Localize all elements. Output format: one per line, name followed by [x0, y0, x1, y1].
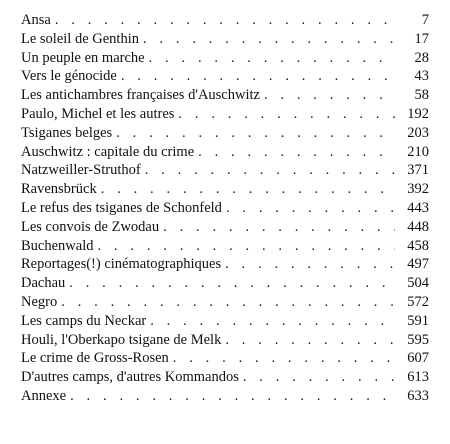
toc-entry	[21, 349, 429, 368]
entry-title: Annexe	[21, 387, 67, 404]
toc-entry	[21, 218, 429, 237]
toc-entry	[21, 49, 429, 68]
entry-title: Les camps du Neckar	[21, 312, 147, 329]
toc-entry	[21, 105, 429, 124]
entry-title: Auschwitz : capitale du crime	[21, 143, 195, 160]
entry-title: Le soleil de Genthin	[21, 30, 139, 47]
entry-title: Un peuple en marche	[21, 49, 145, 66]
dot-leader	[145, 161, 395, 180]
entry-title: Negro	[21, 293, 58, 310]
page-number: 458	[407, 237, 429, 254]
entry-title: Natzweiller-Struthof	[21, 162, 141, 179]
dot-leader	[97, 237, 395, 256]
toc-entry	[21, 331, 429, 350]
toc-entry	[21, 67, 429, 86]
page-number: 633	[407, 387, 429, 404]
page-number: 7	[421, 12, 429, 28]
entry-title: D'autres camps, d'autres Kommandos	[21, 369, 239, 386]
toc-entry	[21, 293, 429, 312]
entry-title: Le crime de Gross-Rosen	[21, 350, 169, 367]
entry-title: Les convois de Zwodau	[21, 218, 160, 235]
dot-leader	[163, 218, 395, 237]
dot-leader	[173, 349, 395, 368]
entry-title: Vers le génocide	[21, 68, 117, 85]
dot-leader	[150, 312, 395, 331]
dot-leader	[121, 67, 395, 86]
page-number: 497	[407, 256, 429, 273]
table-of-contents	[21, 11, 429, 406]
dot-leader	[69, 274, 395, 293]
toc-entry	[21, 255, 429, 274]
toc-entry	[21, 161, 429, 180]
page-number: 43	[414, 68, 429, 85]
entry-title: Ansa	[21, 12, 51, 28]
toc-entry	[21, 143, 429, 162]
dot-leader	[226, 199, 395, 218]
page-number: 595	[407, 331, 429, 348]
page-number: 58	[414, 87, 429, 104]
page-number: 504	[407, 275, 429, 292]
entry-title: Dachau	[21, 275, 66, 292]
dot-leader	[55, 11, 395, 30]
page-number: 607	[407, 350, 429, 367]
dot-leader	[101, 180, 395, 199]
toc-entry	[21, 86, 429, 105]
dot-leader	[243, 368, 395, 387]
entry-title: Paulo, Michel et les autres	[21, 105, 175, 122]
page-number: 28	[414, 49, 429, 66]
dot-leader	[225, 331, 395, 350]
dot-leader	[178, 105, 395, 124]
toc-entry	[21, 387, 429, 406]
toc-entry	[21, 237, 429, 256]
page-number: 392	[407, 181, 429, 198]
page-number: 591	[407, 312, 429, 329]
page-number: 210	[407, 143, 429, 160]
toc-entry	[21, 368, 429, 387]
dot-leader	[143, 30, 395, 49]
toc-entry	[21, 180, 429, 199]
page-number: 443	[407, 199, 429, 216]
toc-entry	[21, 124, 429, 143]
page-number: 572	[407, 293, 429, 310]
dot-leader	[70, 387, 395, 406]
dot-leader	[149, 49, 395, 68]
toc-entry	[21, 312, 429, 331]
entry-title: Les antichambres françaises d'Auschwitz	[21, 87, 260, 104]
entry-title: Ravensbrück	[21, 181, 97, 198]
page-number: 203	[407, 124, 429, 141]
page-number: 448	[407, 218, 429, 235]
toc-entry	[21, 30, 429, 49]
dot-leader	[225, 255, 395, 274]
entry-title: Tsiganes belges	[21, 124, 113, 141]
dot-leader	[264, 86, 395, 105]
toc-entry	[21, 11, 429, 30]
entry-title: Reportages(!) cinématographiques	[21, 256, 222, 273]
entry-title: Houli, l'Oberkapo tsigane de Melk	[21, 331, 222, 348]
page-number: 371	[407, 162, 429, 179]
dot-leader	[198, 143, 395, 162]
toc-entry	[21, 274, 429, 293]
page-number: 17	[414, 30, 429, 47]
toc-entry	[21, 199, 429, 218]
page-number: 192	[407, 105, 429, 122]
entry-title: Le refus des tsiganes de Schonfeld	[21, 199, 222, 216]
page-number: 613	[407, 369, 429, 386]
dot-leader	[61, 293, 395, 312]
entry-title: Buchenwald	[21, 237, 94, 254]
dot-leader	[116, 124, 395, 143]
